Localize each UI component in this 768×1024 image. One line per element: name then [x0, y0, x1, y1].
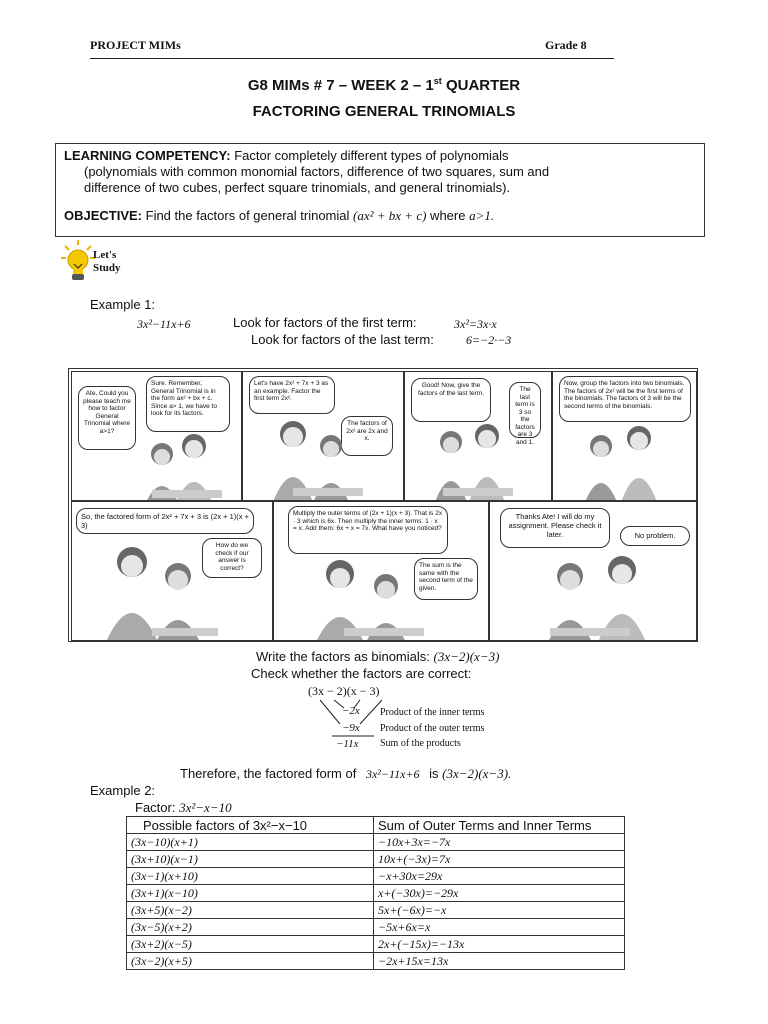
students-illustration — [573, 422, 683, 501]
comic-panel-7 — [489, 501, 697, 641]
outer-product: −9x — [342, 722, 360, 734]
first-term-math: 3x²=3x·x — [454, 317, 497, 331]
competency-label: LEARNING COMPETENCY: — [64, 148, 231, 163]
sum-label: Sum of the products — [380, 738, 461, 749]
table-header-sums: Sum of Outer Terms and Inner Terms — [374, 817, 625, 834]
speech-bubble: Sure. Remember, General Trinomial is in the form ax² + bx + c. Since a> 1, we have to look for its factors. — [146, 376, 230, 432]
speech-bubble: Good! Now, give the factors of the last term. — [411, 378, 491, 422]
competency-box: LEARNING COMPETENCY: Factor completely different types of polynomials (polynomials with common monomial factors, difference of two squares, sum and difference of two cubes, perfect square trinomials, and general trinomials). OBJECTIVE: Find the factors of general trinomial (ax² + bx + c) where a>1. — [55, 143, 705, 237]
page-subtitle: FACTORING GENERAL TRINOMIALS — [252, 103, 516, 120]
table-row: (3x−10)(x+1) −10x+3x=−7x — [127, 834, 625, 851]
therefore-line: Therefore, the factored form of 3x²−11x+6 is (3x−2)(x−3). — [180, 766, 512, 781]
students-illustration — [423, 422, 533, 501]
binomials-text: Write the factors as binomials: (3x−2)(x−3) — [256, 649, 500, 664]
speech-bubble: Ate, Could you please teach me how to factor General Trinomial where a>1? — [78, 386, 136, 450]
inner-product: −2x — [342, 705, 360, 717]
check-diagram — [300, 684, 520, 754]
lets-study-badge: Let's Study — [60, 238, 130, 286]
speech-bubble: Thanks Ate! I will do my assignment. Please check it later. — [500, 508, 610, 548]
speech-bubble: The last term is 3 so the factors are 3 and 1. — [509, 382, 541, 438]
last-term-text: Look for factors of the last term: — [251, 332, 434, 347]
comic-panel-5 — [71, 501, 273, 641]
comic-panel-2 — [242, 371, 404, 501]
speech-bubble: How do we check if our answer is correct? — [202, 538, 262, 578]
sum-of-products: −11x — [336, 738, 359, 750]
students-illustration — [92, 538, 222, 641]
factor-line: Factor: 3x²−x−10 — [135, 800, 232, 815]
inner-label: Product of the inner terms — [380, 707, 485, 718]
students-illustration — [263, 412, 373, 501]
table-row: (3x+2)(x−5) 2x+(−15x)=−13x — [127, 936, 625, 953]
students-illustration — [530, 546, 670, 641]
comic-strip — [68, 368, 698, 642]
table-row: (3x+10)(x−1) 10x+(−3x)=7x — [127, 851, 625, 868]
speech-bubble: Let's have 2x² + 7x + 3 as an example. Factor the first term 2x². — [249, 376, 335, 414]
comic-panel-1 — [71, 371, 242, 501]
example1-expression: 3x²−11x+6 — [137, 317, 191, 331]
table-row: (3x+5)(x−2) 5x+(−6x)=−x — [127, 902, 625, 919]
factors-table — [126, 816, 625, 970]
students-illustration — [132, 432, 242, 501]
students-illustration — [304, 552, 434, 641]
last-term-math: 6=−2·−3 — [466, 333, 512, 347]
speech-bubble: Multiply the outer terms of (2x + 1)(x + 3). That is 2x · 3 which is 6x. Then multiply the inner terms: 1 · x = x. Add them: 6x + x = 7x. What have you noticed? — [288, 506, 448, 554]
first-term-text: Look for factors of the first term: — [233, 315, 417, 330]
speech-bubble: No problem. — [620, 526, 690, 546]
table-header-factors: Possible factors of 3x²−x−10 — [127, 817, 374, 834]
table-row: (3x+1)(x−10) x+(−30x)=−29x — [127, 885, 625, 902]
table-row: (3x−1)(x+10) −x+30x=29x — [127, 868, 625, 885]
example2-label: Example 2: — [90, 783, 156, 798]
speech-bubble: The sum is the same with the second term of the given. — [414, 558, 478, 600]
example1-label: Example 1: — [90, 297, 156, 312]
table-row: (3x−5)(x+2) −5x+6x=x — [127, 919, 625, 936]
speech-bubble: The factors of 2x² are 2x and x. — [341, 416, 393, 456]
header-project: PROJECT MIMs — [90, 38, 181, 52]
comic-panel-4 — [552, 371, 697, 501]
check-text: Check whether the factors are correct: — [251, 666, 472, 681]
speech-bubble: Now, group the factors into two binomials. The factors of 2x² will be the first terms of the binomials. The factors of 3 will be the second terms of the binomials. — [559, 376, 691, 422]
header-rule — [90, 58, 614, 59]
page-title: G8 MIMs # 7 – WEEK 2 – 1st QUARTER — [247, 76, 521, 94]
table-row: (3x−2)(x+5) −2x+15x=13x — [127, 953, 625, 970]
check-expression: (3x − 2)(x − 3) — [308, 684, 380, 698]
lightbulb-icon — [60, 238, 96, 284]
comic-panel-3 — [404, 371, 552, 501]
comic-panel-6 — [273, 501, 489, 641]
outer-label: Product of the outer terms — [380, 723, 485, 734]
speech-bubble: So, the factored form of 2x² + 7x + 3 is (2x + 1)(x + 3) — [76, 508, 254, 534]
objective-label: OBJECTIVE: — [64, 208, 143, 223]
header-grade: Grade 8 — [545, 38, 587, 52]
